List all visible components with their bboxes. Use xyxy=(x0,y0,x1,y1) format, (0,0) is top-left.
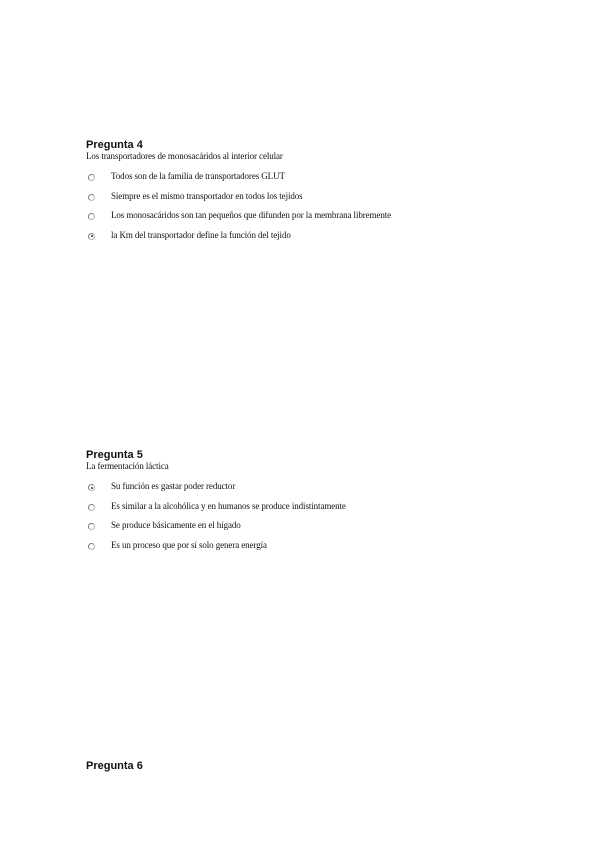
question-title: Pregunta 4 xyxy=(86,139,143,151)
answer-label: Se produce básicamente en el hígado xyxy=(111,520,241,530)
question-stem: La fermentación láctica xyxy=(86,461,169,471)
answer-options xyxy=(86,171,566,249)
radio-button[interactable] xyxy=(88,484,95,491)
question-5 xyxy=(86,449,566,575)
answer-option[interactable] xyxy=(86,210,566,230)
radio-button[interactable] xyxy=(88,233,95,240)
answer-option[interactable] xyxy=(86,191,566,211)
answer-option[interactable] xyxy=(86,540,566,560)
answer-label: Todos son de la familia de transportadores GLUT xyxy=(111,171,285,181)
radio-button[interactable] xyxy=(88,523,95,530)
answer-label: Es similar a la alcohólica y en humanos se produce indistintamente xyxy=(111,500,346,511)
answer-label: Su función es gastar poder reductor xyxy=(111,481,236,491)
question-6 xyxy=(86,760,566,772)
radio-button[interactable] xyxy=(88,543,95,550)
radio-button[interactable] xyxy=(88,194,95,201)
answer-label: Los monosacáridos son tan pequeños que difunden por la membrana libremente xyxy=(111,210,392,220)
answer-option[interactable] xyxy=(86,520,566,540)
answer-option[interactable] xyxy=(86,171,566,191)
question-stem: Los transportadores de monosacáridos al interior celular xyxy=(86,151,283,161)
answer-option[interactable] xyxy=(86,230,566,250)
answer-label: Es un proceso que por sí solo genera energía xyxy=(111,539,267,550)
answer-option[interactable] xyxy=(86,501,566,521)
answer-label: la Km del transportador define la función del tejido xyxy=(111,229,291,240)
radio-button[interactable] xyxy=(88,174,95,181)
answer-options xyxy=(86,481,566,559)
answer-label: Siempre es el mismo transportador en todos los tejidos xyxy=(111,190,303,201)
question-4 xyxy=(86,139,566,265)
question-title: Pregunta 6 xyxy=(86,760,143,772)
answer-option[interactable] xyxy=(86,481,566,501)
question-title: Pregunta 5 xyxy=(86,449,143,461)
radio-button[interactable] xyxy=(88,504,95,511)
radio-button[interactable] xyxy=(88,213,95,220)
